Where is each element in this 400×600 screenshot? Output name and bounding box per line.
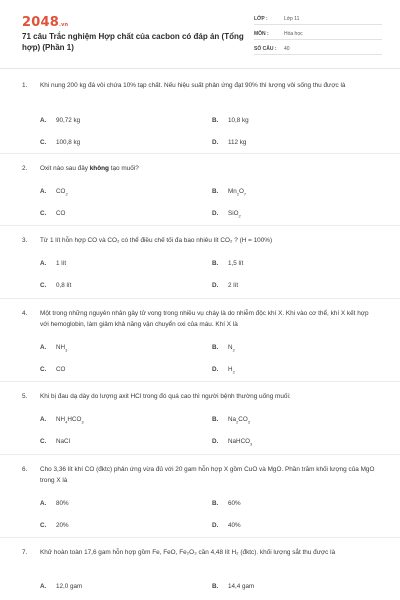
meta-subject: MÔN : Hóa học	[254, 28, 382, 40]
option-c[interactable]: C. 0,8 lít	[40, 282, 72, 289]
option-a[interactable]: A. $NH_4HCO_3$	[40, 416, 84, 425]
meta-question-count: SỐ CÂU : 40	[254, 43, 382, 55]
question-divider	[0, 454, 400, 455]
question-stem: 5. Khi bị đau dạ dày do lượng axit HCl trong đó quá cao thì người bệnh thường uống muối:	[22, 393, 291, 400]
option-b[interactable]: B. $Na_2CO_3$	[212, 416, 250, 425]
option-a[interactable]: A. 80%	[40, 500, 69, 507]
option-d[interactable]: D. 112 kg	[212, 139, 247, 146]
site-logo[interactable]: 2048.vn	[22, 15, 69, 30]
option-d[interactable]: D. 40%	[212, 522, 241, 529]
question-stem: 7. Khử hoàn toàn 17,6 gam hỗn hợp gồm Fe, FeO, Fe₂O₃ cần 4,48 lít H₂ (đktc). khối lượng sắt thu được là	[22, 549, 336, 556]
option-d[interactable]: D. SiO$_2$	[212, 210, 241, 219]
option-c[interactable]: C. CO	[40, 366, 66, 373]
question-stem: 2. Oxit nào sau đây không tạo muối?	[22, 165, 139, 172]
option-a[interactable]: A. $CO_2$	[40, 188, 68, 197]
question-stem: 1. Khi nung 200 kg đá vôi chứa 10% tạp chất. Nếu hiệu suất phản ứng đạt 90% thì lượng vôi sống thu được là	[22, 82, 346, 89]
option-b[interactable]: B. 10,8 kg	[212, 117, 249, 124]
option-a[interactable]: A. 1 lít	[40, 260, 67, 267]
option-c[interactable]: C. CO	[40, 210, 66, 217]
option-d[interactable]: D. 2 lít	[212, 282, 239, 289]
option-d[interactable]: D. $H_2$	[212, 366, 235, 375]
question-stem: 3. Từ 1 lít hỗn hợp CO và CO₂ có thể điều chế tối đa bao nhiêu lít CO₂ ? (H = 100%)	[22, 237, 273, 244]
document-header	[0, 0, 400, 64]
option-b[interactable]: B. 1,5 lít	[212, 260, 244, 267]
option-b[interactable]: B. 60%	[212, 500, 241, 507]
option-b[interactable]: B. $Mn_2O_7$	[212, 188, 247, 197]
question-stem: 6. Cho 3,36 lít khí CO (đktc) phản ứng vừa đủ với 20 gam hỗn hợp X gồm CuO và MgO. Phần trăm khối lượng của MgO trong X là	[22, 466, 375, 484]
question-divider	[0, 537, 400, 538]
question-divider	[0, 298, 400, 299]
option-b[interactable]: B. $N_2$	[212, 344, 235, 353]
option-c[interactable]: C. NaCl	[40, 438, 70, 445]
question-divider	[0, 381, 400, 382]
option-c[interactable]: C. 100,8 kg	[40, 139, 81, 146]
document-title: 71 câu Trắc nghiệm Hợp chất của cacbon có đáp án (Tổng hợp) (Phần 1)	[22, 32, 244, 52]
document-meta	[254, 13, 382, 55]
meta-grade: LỚP : Lớp 11	[254, 13, 382, 25]
option-a[interactable]: A. 12,0 gam	[40, 583, 83, 590]
header-divider	[0, 68, 400, 69]
question-stem: 4. Một trong những nguyên nhân gây tử vong trong nhiều vụ cháy là do nhiễm độc khí X. Khi vào cơ thể, khí X kết hợp với hemoglobin, làm giảm khả năng vận chuyển oxi của máu. Khí X là	[22, 310, 369, 328]
question-divider	[0, 225, 400, 226]
option-a[interactable]: A. 90,72 kg	[40, 117, 81, 124]
option-d[interactable]: D. NaHCO$_3$	[212, 438, 253, 447]
option-b[interactable]: B. 14,4 gam	[212, 583, 255, 590]
option-a[interactable]: A. $NH_3$	[40, 344, 68, 353]
question-divider	[0, 153, 400, 154]
option-c[interactable]: C. 20%	[40, 522, 69, 529]
